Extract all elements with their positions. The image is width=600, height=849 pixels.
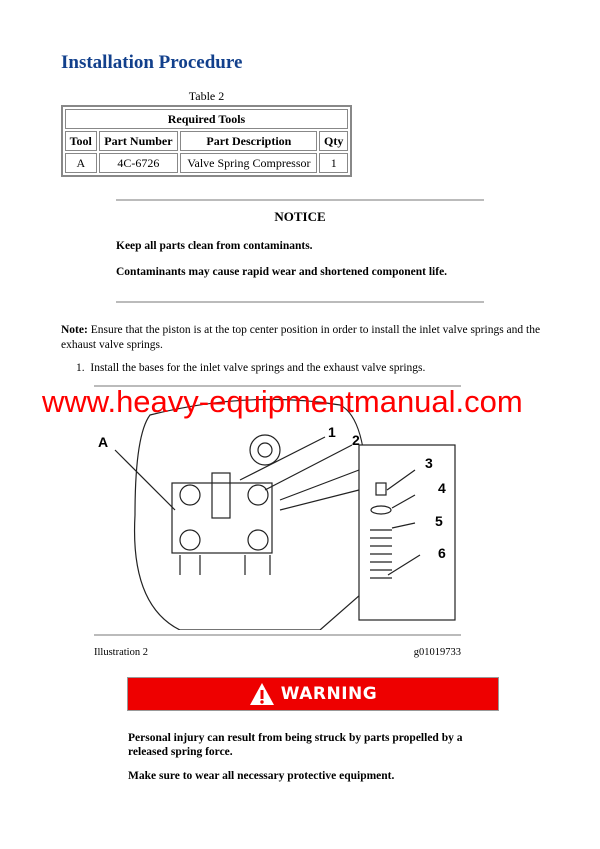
required-tools-table (61, 105, 352, 177)
column-header: Tool (65, 131, 97, 151)
step-item (76, 362, 425, 374)
notice-line: Keep all parts clean from contaminants. (116, 240, 313, 252)
warning-line: Personal injury can result from being struck by parts propelled by a released spring force. (128, 732, 463, 758)
callout-label: 6 (438, 545, 446, 561)
callout-label: 1 (328, 424, 336, 440)
table-cell: A (65, 153, 97, 173)
warning-line: Make sure to wear all necessary protective equipment. (128, 770, 395, 782)
divider (116, 301, 484, 303)
column-header: Part Number (99, 131, 179, 151)
illustration-valve-springs (90, 395, 490, 630)
table-cell: 1 (319, 153, 348, 173)
table-cell: Valve Spring Compressor (180, 153, 317, 173)
step-number: 1. (76, 362, 85, 374)
callout-label: 2 (352, 432, 360, 448)
table-caption: Table 2 (188, 89, 225, 103)
step-text: Install the bases for the inlet valve springs and the exhaust valve springs. (90, 362, 426, 374)
divider (94, 634, 461, 636)
callout-label: 3 (425, 455, 433, 471)
callout-label: 5 (435, 513, 443, 529)
warning-triangle-icon (249, 682, 275, 706)
column-header: Qty (319, 131, 348, 151)
illustration-caption: Illustration 2 (94, 647, 148, 658)
table-cell: 4C-6726 (99, 153, 179, 173)
divider (116, 199, 484, 201)
notice-line: Contaminants may cause rapid wear and shortened component life. (116, 266, 448, 278)
note-label: Note: (61, 324, 88, 336)
page-title: Installation Procedure (61, 52, 243, 73)
table-heading: Required Tools (65, 109, 348, 129)
warning-label: WARNING (280, 684, 378, 704)
warning-banner (127, 677, 499, 711)
notice-heading: NOTICE (274, 209, 326, 224)
note-paragraph (61, 323, 541, 353)
table-row (65, 153, 348, 173)
note-text: Ensure that the piston is at the top center position in order to install the inlet valve springs and the exhaust valve springs. (61, 324, 541, 351)
callout-label: 4 (438, 480, 446, 496)
callout-label: A (98, 434, 109, 450)
watermark: www.heavy-equipmentmanual.com (42, 384, 523, 419)
illustration-id: g01019733 (413, 647, 461, 658)
column-header: Part Description (180, 131, 317, 151)
